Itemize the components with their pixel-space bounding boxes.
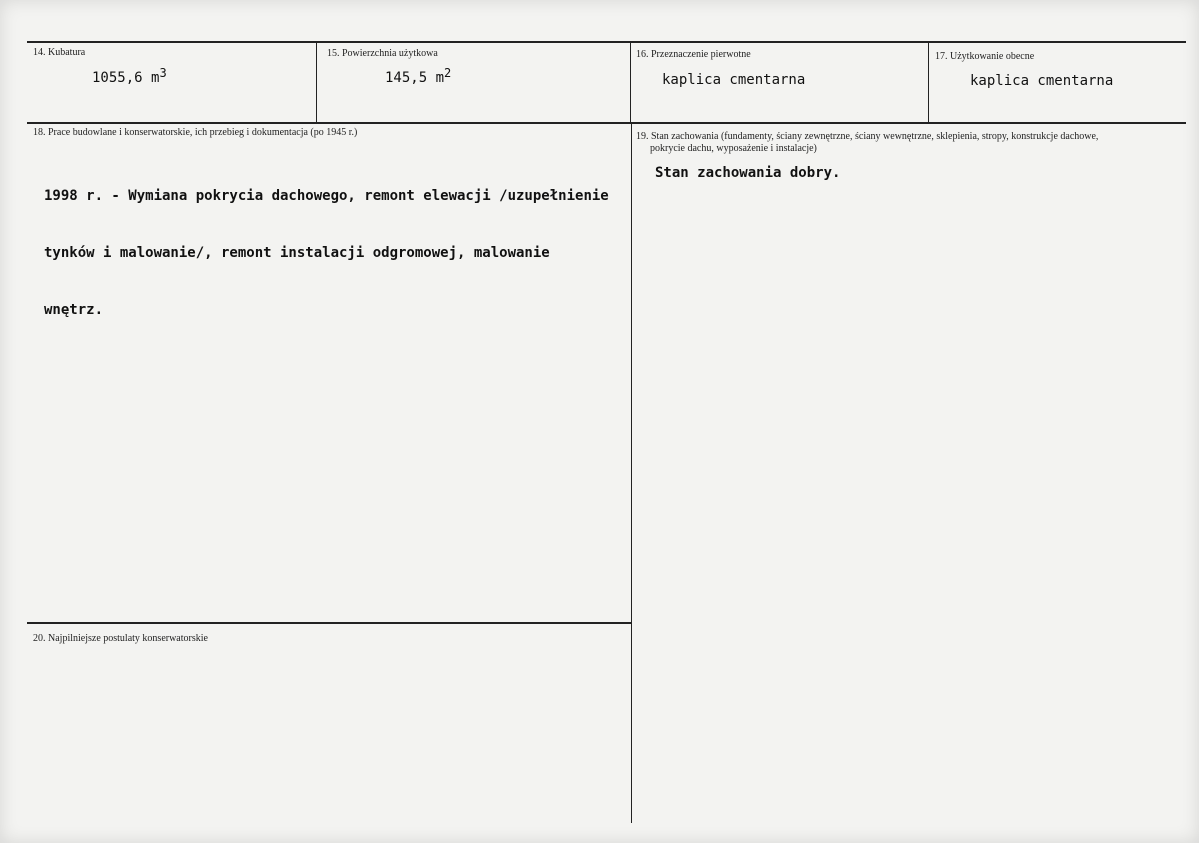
divider-15-16 [630, 42, 631, 123]
field-18-line-3: wnętrz. [44, 302, 104, 318]
divider-left-right [631, 123, 632, 823]
field-18-line-2: tynków i malowanie/, remont instalacji odgromowej, malowanie [44, 245, 550, 261]
field-18-label: 18. Prace budowlane i konserwatorskie, ich przebieg i dokumentacja (po 1945 r.) [33, 127, 358, 138]
row1-bottom-border [27, 122, 1186, 124]
section-18-bottom-border [27, 622, 632, 624]
field-14-value [92, 66, 167, 86]
field-14-value-text: 1055,6 m [92, 70, 160, 86]
divider-16-17 [928, 42, 929, 123]
field-16-value: kaplica cmentarna [662, 72, 806, 88]
field-17-label: 17. Użytkowanie obecne [935, 51, 1035, 62]
field-18-line-1: 1998 r. - Wymiana pokrycia dachowego, remont elewacji /uzupełnienie [44, 188, 609, 204]
field-16-label: 16. Przeznaczenie pierwotne [636, 49, 751, 60]
field-19-label-line-2: pokrycie dachu, wyposażenie i instalacje) [650, 143, 817, 154]
field-14-label: 14. Kubatura [33, 47, 86, 58]
field-18-text [44, 149, 609, 339]
field-15-value [385, 66, 452, 86]
top-border [27, 41, 1186, 43]
field-19-label-line-1: 19. Stan zachowania (fundamenty, ściany zewnętrzne, ściany wewnętrzne, sklepienia, stropy, konstrukcje dachowe, [636, 131, 1099, 142]
field-15-label: 15. Powierzchnia użytkowa [327, 48, 438, 59]
divider-14-15 [316, 42, 317, 123]
field-15-value-text: 145,5 m [385, 70, 445, 86]
field-19-value: Stan zachowania dobry. [655, 165, 841, 181]
field-20-label: 20. Najpilniejsze postulaty konserwatorskie [33, 633, 208, 644]
field-17-value: kaplica cmentarna [970, 73, 1114, 89]
field-15-exponent: 2 [444, 66, 452, 80]
field-14-exponent: 3 [159, 66, 167, 80]
